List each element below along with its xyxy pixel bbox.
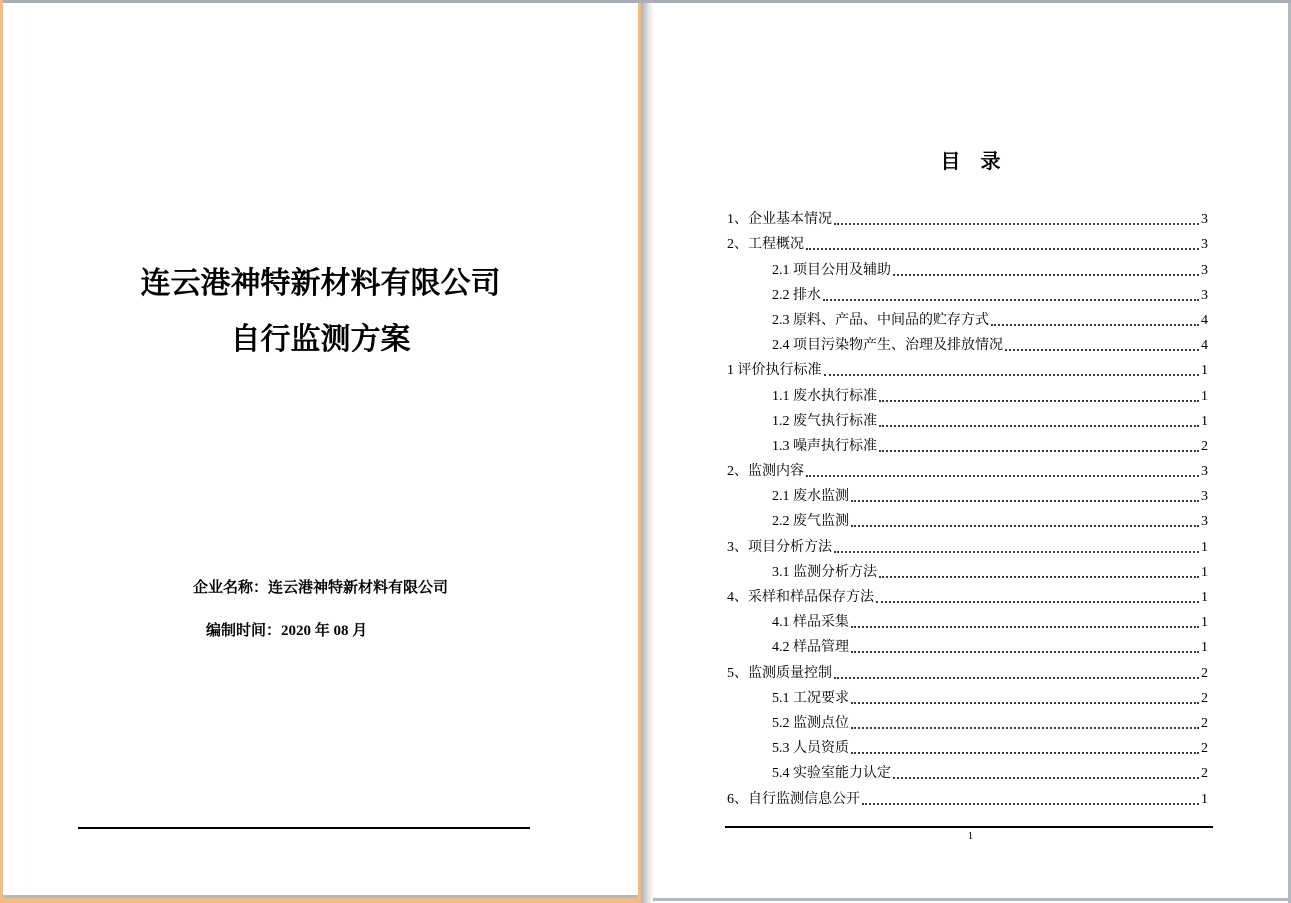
toc-entry-label: 1.2 废气执行标准 bbox=[772, 413, 877, 429]
page-number: 1 bbox=[967, 830, 974, 842]
toc-dot-leader bbox=[879, 450, 1199, 452]
toc-entry-page: 3 bbox=[1201, 287, 1208, 303]
toc-dot-leader bbox=[806, 475, 1199, 477]
cover-page bbox=[3, 3, 638, 895]
toc-entry-page: 4 bbox=[1201, 312, 1208, 328]
toc-dot-leader bbox=[851, 651, 1199, 653]
toc-dot-leader bbox=[851, 626, 1199, 628]
toc-dot-leader bbox=[879, 425, 1199, 427]
toc-dot-leader bbox=[893, 777, 1199, 779]
toc-dot-leader bbox=[862, 803, 1199, 805]
cover-footer-rule bbox=[78, 827, 530, 829]
cover-title-subject: 自行监测方案 bbox=[230, 323, 411, 356]
toc-entry-label: 5、监测质量控制 bbox=[727, 665, 832, 681]
toc-dot-leader bbox=[851, 702, 1199, 704]
toc-dot-leader bbox=[806, 248, 1199, 250]
cover-title-company: 连云港神特新材料有限公司 bbox=[140, 267, 501, 300]
toc-entry-page: 1 bbox=[1201, 363, 1208, 379]
toc-dot-leader bbox=[823, 299, 1199, 301]
toc-entry-page: 1 bbox=[1201, 615, 1208, 631]
toc-entry[interactable] bbox=[727, 556, 1208, 581]
toc-entry[interactable] bbox=[727, 606, 1208, 631]
toc-entry-label: 5.2 监测点位 bbox=[772, 715, 849, 731]
cover-company-line: 企业名称：连云港神特新材料有限公司 bbox=[193, 580, 449, 596]
toc-entry-page: 1 bbox=[1201, 388, 1208, 404]
toc-entry-page: 1 bbox=[1201, 590, 1208, 605]
page-divider-shadow bbox=[641, 3, 653, 903]
toc-entry-label: 6、自行监测信息公开 bbox=[727, 791, 860, 807]
toc-entry[interactable] bbox=[727, 480, 1208, 505]
toc-entry[interactable] bbox=[727, 379, 1208, 404]
toc-entry[interactable] bbox=[727, 581, 1208, 606]
toc-entry-label: 1.1 废水执行标准 bbox=[772, 388, 877, 404]
toc-entry-page: 1 bbox=[1201, 791, 1208, 807]
toc-entry-page: 4 bbox=[1201, 338, 1208, 354]
toc-entry-label: 2.2 排水 bbox=[772, 287, 821, 303]
toc-entry[interactable] bbox=[727, 354, 1208, 379]
toc-entry-label: 2.1 项目公用及辅助 bbox=[772, 262, 891, 278]
toc-entry-label: 1、企业基本情况 bbox=[727, 212, 832, 228]
toc-entry-label: 5.1 工况要求 bbox=[772, 690, 849, 706]
toc-list bbox=[727, 203, 1208, 808]
toc-entry-label: 1 评价执行标准 bbox=[727, 363, 822, 379]
toc-dot-leader bbox=[834, 677, 1199, 679]
toc-entry[interactable] bbox=[727, 455, 1208, 480]
toc-entry-label: 2、监测内容 bbox=[727, 464, 804, 480]
toc-dot-leader bbox=[851, 727, 1199, 729]
toc-entry-page: 2 bbox=[1201, 766, 1208, 782]
toc-dot-leader bbox=[991, 324, 1199, 326]
cover-date-line: 编制时间：2020 年 08 月 bbox=[206, 623, 368, 639]
toc-entry-label: 2.4 项目污染物产生、治理及排放情况 bbox=[772, 338, 1003, 354]
toc-entry[interactable] bbox=[727, 530, 1208, 555]
toc-dot-leader bbox=[879, 400, 1199, 402]
toc-entry[interactable] bbox=[727, 329, 1208, 354]
toc-entry-label: 2.1 废水监测 bbox=[772, 489, 849, 505]
toc-entry-page: 3 bbox=[1201, 464, 1208, 480]
toc-entry-page: 1 bbox=[1201, 564, 1208, 580]
toc-entry-page: 2 bbox=[1201, 715, 1208, 731]
toc-entry-label: 2、工程概况 bbox=[727, 237, 804, 253]
toc-entry[interactable] bbox=[727, 203, 1208, 228]
toc-entry[interactable] bbox=[727, 430, 1208, 455]
toc-dot-leader bbox=[824, 374, 1200, 376]
toc-entry-label: 4.1 样品采集 bbox=[772, 615, 849, 631]
toc-entry-label: 1.3 噪声执行标准 bbox=[772, 438, 877, 454]
toc-dot-leader bbox=[876, 601, 1199, 603]
toc-dot-leader bbox=[834, 551, 1199, 553]
toc-dot-leader bbox=[851, 752, 1199, 754]
toc-entry[interactable] bbox=[727, 505, 1208, 530]
toc-dot-leader bbox=[834, 223, 1199, 225]
toc-entry[interactable] bbox=[727, 707, 1208, 732]
toc-entry[interactable] bbox=[727, 732, 1208, 757]
toc-dot-leader bbox=[851, 500, 1199, 502]
toc-page bbox=[653, 3, 1288, 896]
toc-entry-label: 5.4 实验室能力认定 bbox=[772, 766, 891, 782]
toc-entry-page: 1 bbox=[1201, 413, 1208, 429]
toc-entry-page: 3 bbox=[1201, 262, 1208, 278]
toc-dot-leader bbox=[1005, 349, 1199, 351]
right-page-bottom-shadow bbox=[653, 898, 1288, 901]
toc-entry[interactable] bbox=[727, 228, 1208, 253]
toc-entry-page: 3 bbox=[1201, 489, 1208, 505]
toc-entry[interactable] bbox=[727, 656, 1208, 681]
toc-entry-label: 3.1 监测分析方法 bbox=[772, 564, 877, 580]
toc-entry-label: 4、采样和样品保存方法 bbox=[727, 590, 874, 605]
toc-entry-page: 3 bbox=[1201, 514, 1208, 530]
toc-entry-label: 3、项目分析方法 bbox=[727, 539, 832, 555]
toc-entry[interactable] bbox=[727, 405, 1208, 430]
toc-entry-label: 2.3 原料、产品、中间品的贮存方式 bbox=[772, 312, 989, 328]
toc-entry-label: 4.2 样品管理 bbox=[772, 640, 849, 656]
toc-entry-label: 5.3 人员资质 bbox=[772, 741, 849, 757]
toc-entry[interactable] bbox=[727, 253, 1208, 278]
toc-entry-page: 1 bbox=[1201, 539, 1208, 555]
toc-dot-leader bbox=[893, 274, 1199, 276]
toc-entry-page: 2 bbox=[1201, 690, 1208, 706]
toc-entry-page: 1 bbox=[1201, 640, 1208, 656]
toc-entry[interactable] bbox=[727, 631, 1208, 656]
toc-entry-page: 2 bbox=[1201, 741, 1208, 757]
toc-entry[interactable] bbox=[727, 782, 1208, 807]
toc-entry-page: 3 bbox=[1201, 212, 1208, 228]
toc-entry[interactable] bbox=[727, 304, 1208, 329]
toc-footer-rule bbox=[725, 826, 1213, 828]
toc-entry[interactable] bbox=[727, 682, 1208, 707]
toc-entry-label: 2.2 废气监测 bbox=[772, 514, 849, 530]
toc-title: 目 录 bbox=[940, 151, 1001, 173]
toc-entry[interactable] bbox=[727, 757, 1208, 782]
toc-dot-leader bbox=[851, 525, 1199, 527]
toc-entry-page: 3 bbox=[1201, 237, 1208, 253]
toc-entry-page: 2 bbox=[1201, 665, 1208, 681]
toc-dot-leader bbox=[879, 576, 1199, 578]
toc-entry-page: 2 bbox=[1201, 438, 1208, 454]
toc-entry[interactable] bbox=[727, 279, 1208, 304]
frame-bottom-edge bbox=[0, 898, 641, 903]
